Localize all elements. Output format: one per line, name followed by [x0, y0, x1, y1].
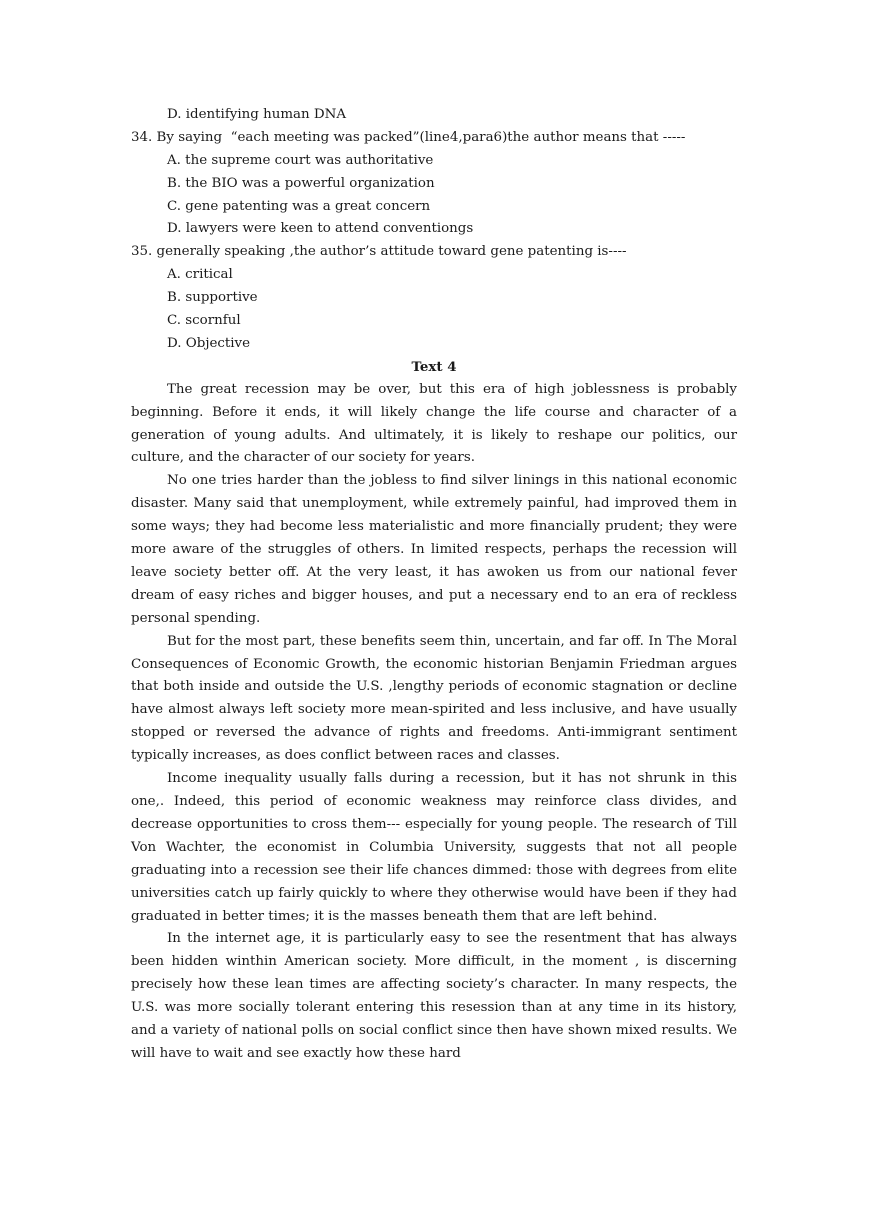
q34-stem: 34. By saying “each meeting was packed”(line4,para6)the author means that ----- — [131, 129, 686, 145]
document-page — [131, 104, 737, 1066]
text4-paragraph-2: No one tries harder than the jobless to find silver linings in this national economic disaster. Many said that unemployment, while extremely painful, had improved them in some ways; they had become less materialistic and more financially prudent; they were more aware of the struggles of others. In limited respects, perhaps the recession will leave society better off. At the very least, it has awoken us from our national fever dream of easy riches and bigger houses, and put a necessary end to an era of reckless personal spending. — [131, 473, 737, 626]
q35-option-a: A. critical — [167, 267, 233, 283]
text4-paragraph-5: In the internet age, it is particularly easy to see the resentment that has always been hidden winthin American society. More difficult, in the moment , is discerning precisely how these lean times are affecting society’s character. In many respects, the U.S. was more socially tolerant entering this resession than at any time in its history, and a variety of national polls on social conflict since then have shown mixed results. We will have to wait and see exactly how these hard — [131, 931, 737, 1061]
q35-option-b: B. supportive — [167, 290, 258, 306]
q34-option-c: C. gene patenting was a great concern — [167, 198, 431, 214]
q34-option-d: D. lawyers were keen to attend conventiongs — [167, 221, 474, 237]
text4-paragraph-3: But for the most part, these benefits seem thin, uncertain, and far off. In The Moral Consequences of Economic Growth, the economic historian Benjamin Friedman argues that both inside and outside the U.S. ,lengthy periods of economic stagnation or decline have almost always left society more mean-spirited and less inclusive, and have usually stopped or reversed the advance of rights and freedoms. Anti-immigrant sentiment typically increases, as does conflict between races and classes. — [131, 633, 737, 764]
q35-option-c: C. scornful — [167, 313, 241, 329]
q35-option-d: D. Objective — [167, 335, 251, 351]
text4-title: Text 4 — [411, 358, 457, 375]
q33-option-d: D. identifying human DNA — [167, 107, 347, 122]
text4-paragraph-1: The great recession may be over, but this era of high joblessness is probably beginning. Before it ends, it will likely change the life course and character of a generation of young adults. And ultimately, it is likely to reshape our politics, our culture, and the character of our society for years. — [131, 381, 737, 466]
q35-stem: 35. generally speaking ,the author’s attitude toward gene patenting is---- — [131, 244, 627, 260]
q34-option-a: A. the supreme court was authoritative — [167, 152, 434, 168]
q34-option-b: B. the BIO was a powerful organization — [167, 175, 435, 191]
text4-paragraph-4: Income inequality usually falls during a recession, but it has not shrunk in this one,. Indeed, this period of economic weakness may reinforce class divides, and decrease opportunities to cross them--- especially for young people. The research of Till Von Wachter, the economist in Columbia University, suggests that not all people graduating into a recession see their life chances dimmed: those with degrees from elite universities catch up fairly quickly to where they otherwise would have been if they had graduated in better times; it is the masses beneath them that are left behind. — [131, 771, 737, 924]
